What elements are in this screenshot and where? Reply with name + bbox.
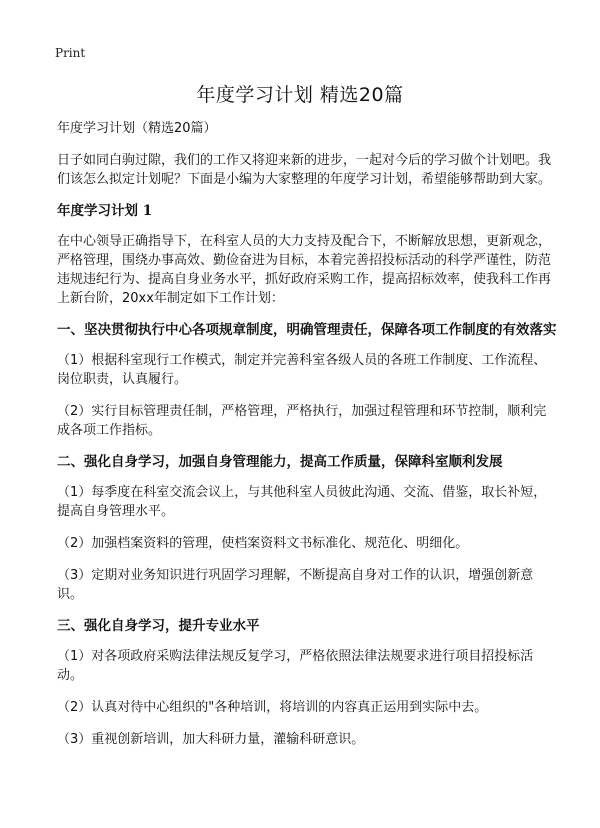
print-label: Print [55,46,86,60]
list-item: （1）对各项政府采购法律法规反复学习，严格依照法律法规要求进行项目招投标活动。 [57,649,534,683]
document-subtitle: 年度学习计划（精选20篇） [57,121,217,136]
list-item: （2）认真对待中心组织的"各种培训，将培训的内容真正运用到实际中去。 [57,700,488,715]
list-item: （1）根据科室现行工作模式，制定并完善科室各级人员的各班工作制度、工作流程、岗位职责，认真履行。 [57,353,547,387]
intro-paragraph: 日子如同白驹过隙，我们的工作又将迎来新的进步，一起对今后的学习做个计划吧。我们该怎么拟定计划呢？下面是小编为大家整理的年度学习计划，希望能够帮助到大家。 [57,153,552,187]
heading-one: 一、坚决贯彻执行中心各项规章制度，明确管理责任，保障各项工作制度的有效落实 [57,322,557,338]
list-item: （2）实行目标管理责任制，严格管理，严格执行，加强过程管理和环节控制，顺利完成各项工作指标。 [57,404,547,438]
heading-two: 二、强化自身学习，加强自身管理能力，提高工作质量，保障科室顺利发展 [57,454,503,470]
document-body [57,119,557,762]
page-title: 年度学习计划 精选20篇 [196,84,404,106]
list-item: （3）重视创新培训，加大科研力量，灌输科研意识。 [57,732,365,747]
list-item: （3）定期对业务知识进行巩固学习理解，不断提高自身对工作的认识，增强创新意识。 [57,568,534,602]
section-title: 年度学习计划 1 [57,203,153,219]
list-item: （2）加强档案资料的管理，使档案资料文书标准化、规范化、明细化。 [57,536,469,551]
list-item: （1）每季度在科室交流会议上，与其他科室人员彼此沟通、交流、借鉴，取长补短，提高自身管理水平。 [57,485,547,519]
heading-three: 三、强化自身学习，提升专业水平 [57,618,260,634]
section-intro-paragraph: 在中心领导正确指导下，在科室人员的大力支持及配合下，不断解放思想，更新观念，严格管理，围绕办事高效、勤俭奋进为目标，本着完善招投标活动的科学严谨性，防范违规违纪行为、提高自身业务水平，抓好政府采购工作，提高招标效率，使我科工作再上新台阶，20xx年制定如下工作计划： [57,234,552,306]
